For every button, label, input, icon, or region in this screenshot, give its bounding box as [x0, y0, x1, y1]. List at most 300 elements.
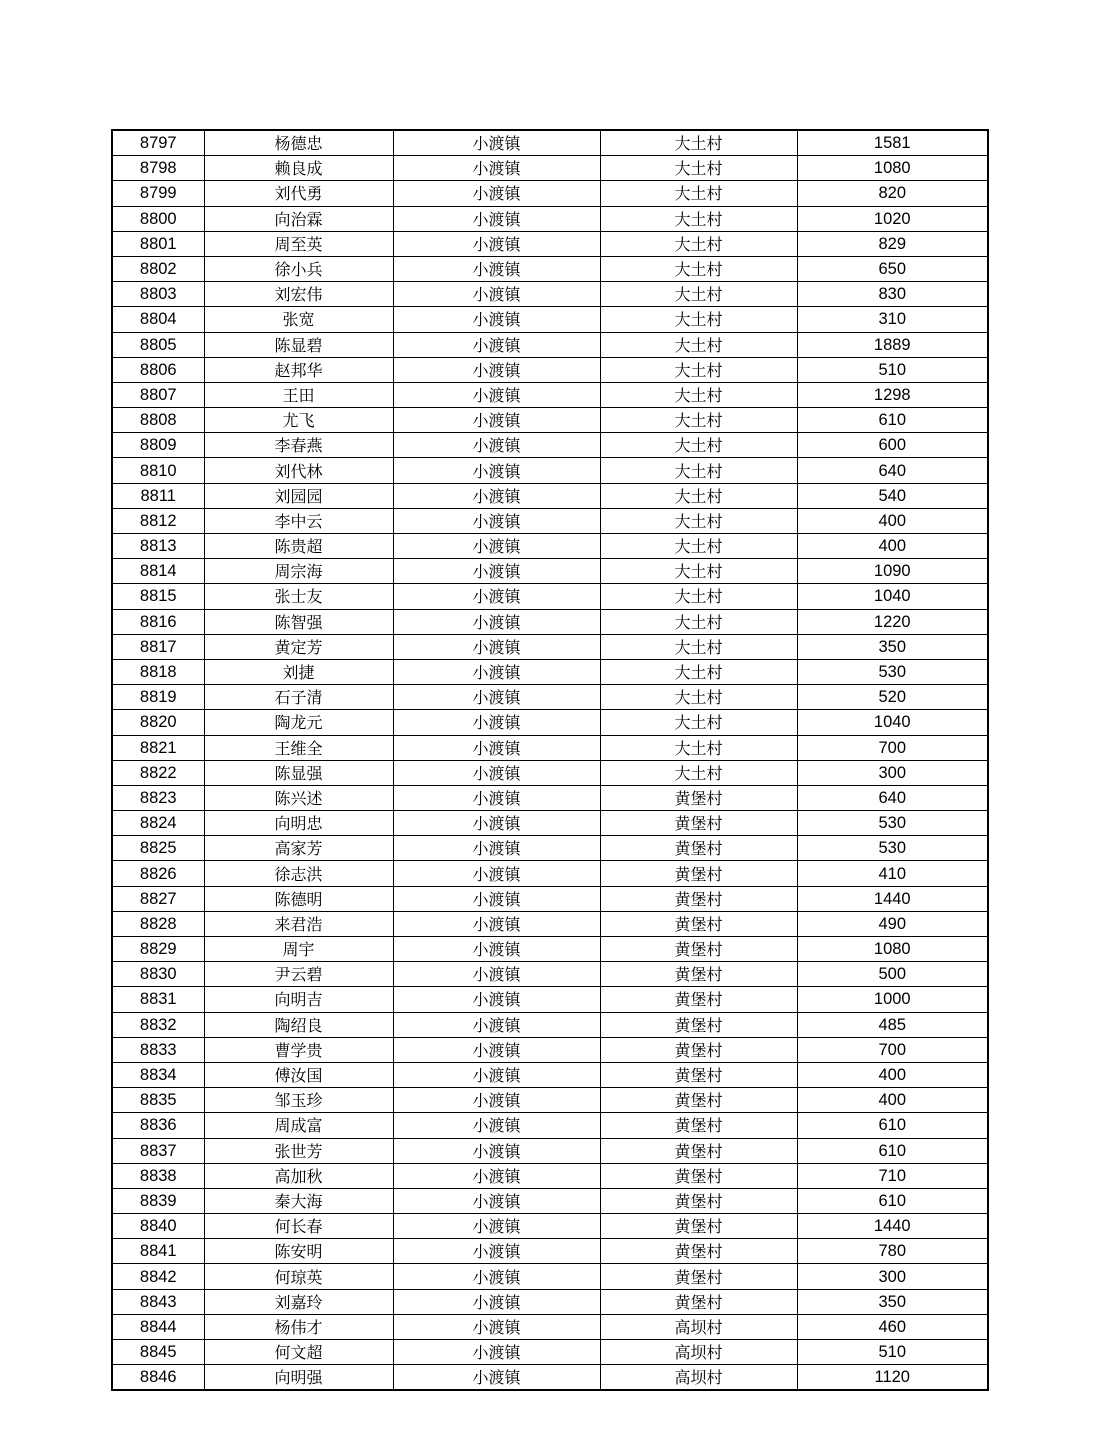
village-cell: 大土村 — [600, 433, 797, 458]
village-cell: 大土村 — [600, 130, 797, 156]
table-row — [112, 130, 988, 156]
serial-number-cell: 8827 — [112, 886, 204, 911]
name-cell: 赵邦华 — [204, 357, 393, 382]
amount-cell: 610 — [797, 1138, 988, 1163]
table-row — [112, 785, 988, 810]
town-cell: 小渡镇 — [393, 1113, 600, 1138]
amount-cell: 700 — [797, 735, 988, 760]
name-cell: 陈智强 — [204, 609, 393, 634]
town-cell: 小渡镇 — [393, 282, 600, 307]
serial-number-cell: 8833 — [112, 1037, 204, 1062]
amount-cell: 300 — [797, 1264, 988, 1289]
name-cell: 王维全 — [204, 735, 393, 760]
table-row — [112, 937, 988, 962]
town-cell: 小渡镇 — [393, 1289, 600, 1314]
serial-number-cell: 8818 — [112, 659, 204, 684]
table-row — [112, 1365, 988, 1391]
amount-cell: 1040 — [797, 710, 988, 735]
village-cell: 黄堡村 — [600, 785, 797, 810]
table-row — [112, 1264, 988, 1289]
serial-number-cell: 8821 — [112, 735, 204, 760]
table-row — [112, 534, 988, 559]
amount-cell: 400 — [797, 534, 988, 559]
serial-number-cell: 8806 — [112, 357, 204, 382]
village-cell: 大土村 — [600, 408, 797, 433]
name-cell: 李春燕 — [204, 433, 393, 458]
village-cell: 黄堡村 — [600, 962, 797, 987]
name-cell: 刘宏伟 — [204, 282, 393, 307]
amount-cell: 1040 — [797, 584, 988, 609]
amount-cell: 610 — [797, 1113, 988, 1138]
amount-cell: 485 — [797, 1012, 988, 1037]
village-cell: 大土村 — [600, 231, 797, 256]
table-row — [112, 609, 988, 634]
amount-cell: 650 — [797, 256, 988, 281]
serial-number-cell: 8800 — [112, 206, 204, 231]
village-cell: 黄堡村 — [600, 937, 797, 962]
table-row — [112, 584, 988, 609]
village-cell: 黄堡村 — [600, 1163, 797, 1188]
table-row — [112, 1188, 988, 1213]
name-cell: 徐小兵 — [204, 256, 393, 281]
amount-cell: 500 — [797, 962, 988, 987]
town-cell: 小渡镇 — [393, 659, 600, 684]
name-cell: 周成富 — [204, 1113, 393, 1138]
town-cell: 小渡镇 — [393, 1037, 600, 1062]
amount-cell: 510 — [797, 357, 988, 382]
amount-cell: 700 — [797, 1037, 988, 1062]
table-row — [112, 1062, 988, 1087]
table-row — [112, 1289, 988, 1314]
town-cell: 小渡镇 — [393, 206, 600, 231]
amount-cell: 1080 — [797, 156, 988, 181]
table-row — [112, 307, 988, 332]
village-cell: 大土村 — [600, 609, 797, 634]
village-cell: 大土村 — [600, 181, 797, 206]
village-cell: 黄堡村 — [600, 1088, 797, 1113]
serial-number-cell: 8843 — [112, 1289, 204, 1314]
name-cell: 高加秋 — [204, 1163, 393, 1188]
village-cell: 黄堡村 — [600, 1214, 797, 1239]
amount-cell: 1090 — [797, 559, 988, 584]
table-row — [112, 659, 988, 684]
town-cell: 小渡镇 — [393, 1163, 600, 1188]
table-row — [112, 508, 988, 533]
amount-cell: 350 — [797, 634, 988, 659]
name-cell: 杨伟才 — [204, 1314, 393, 1339]
name-cell: 刘园园 — [204, 483, 393, 508]
serial-number-cell: 8808 — [112, 408, 204, 433]
name-cell: 张士友 — [204, 584, 393, 609]
town-cell: 小渡镇 — [393, 508, 600, 533]
serial-number-cell: 8825 — [112, 836, 204, 861]
town-cell: 小渡镇 — [393, 130, 600, 156]
serial-number-cell: 8839 — [112, 1188, 204, 1213]
serial-number-cell: 8822 — [112, 760, 204, 785]
name-cell: 向明吉 — [204, 987, 393, 1012]
table-row — [112, 483, 988, 508]
serial-number-cell: 8811 — [112, 483, 204, 508]
village-cell: 黄堡村 — [600, 1188, 797, 1213]
town-cell: 小渡镇 — [393, 1138, 600, 1163]
amount-cell: 820 — [797, 181, 988, 206]
amount-cell: 510 — [797, 1340, 988, 1365]
amount-cell: 610 — [797, 1188, 988, 1213]
serial-number-cell: 8797 — [112, 130, 204, 156]
name-cell: 陶龙元 — [204, 710, 393, 735]
name-cell: 张宽 — [204, 307, 393, 332]
name-cell: 陈贵超 — [204, 534, 393, 559]
village-cell: 大土村 — [600, 332, 797, 357]
amount-cell: 350 — [797, 1289, 988, 1314]
serial-number-cell: 8813 — [112, 534, 204, 559]
serial-number-cell: 8810 — [112, 458, 204, 483]
town-cell: 小渡镇 — [393, 483, 600, 508]
serial-number-cell: 8823 — [112, 785, 204, 810]
village-cell: 大土村 — [600, 559, 797, 584]
table-row — [112, 886, 988, 911]
name-cell: 尤飞 — [204, 408, 393, 433]
name-cell: 何琼英 — [204, 1264, 393, 1289]
serial-number-cell: 8831 — [112, 987, 204, 1012]
table-row — [112, 685, 988, 710]
village-cell: 大土村 — [600, 307, 797, 332]
village-cell: 大土村 — [600, 534, 797, 559]
town-cell: 小渡镇 — [393, 1088, 600, 1113]
serial-number-cell: 8824 — [112, 811, 204, 836]
village-cell: 大土村 — [600, 508, 797, 533]
town-cell: 小渡镇 — [393, 836, 600, 861]
table-row — [112, 811, 988, 836]
serial-number-cell: 8809 — [112, 433, 204, 458]
amount-cell: 300 — [797, 760, 988, 785]
name-cell: 陈兴述 — [204, 785, 393, 810]
town-cell: 小渡镇 — [393, 332, 600, 357]
village-cell: 大土村 — [600, 206, 797, 231]
name-cell: 张世芳 — [204, 1138, 393, 1163]
data-table — [111, 129, 989, 1391]
name-cell: 石子清 — [204, 685, 393, 710]
serial-number-cell: 8799 — [112, 181, 204, 206]
name-cell: 曹学贵 — [204, 1037, 393, 1062]
amount-cell: 540 — [797, 483, 988, 508]
amount-cell: 780 — [797, 1239, 988, 1264]
amount-cell: 1220 — [797, 609, 988, 634]
name-cell: 尹云碧 — [204, 962, 393, 987]
village-cell: 大土村 — [600, 659, 797, 684]
town-cell: 小渡镇 — [393, 1239, 600, 1264]
town-cell: 小渡镇 — [393, 911, 600, 936]
amount-cell: 520 — [797, 685, 988, 710]
serial-number-cell: 8819 — [112, 685, 204, 710]
village-cell: 高坝村 — [600, 1340, 797, 1365]
serial-number-cell: 8814 — [112, 559, 204, 584]
serial-number-cell: 8844 — [112, 1314, 204, 1339]
town-cell: 小渡镇 — [393, 886, 600, 911]
village-cell: 黄堡村 — [600, 1264, 797, 1289]
village-cell: 大土村 — [600, 685, 797, 710]
table-row — [112, 433, 988, 458]
village-cell: 大土村 — [600, 282, 797, 307]
amount-cell: 530 — [797, 836, 988, 861]
village-cell: 黄堡村 — [600, 861, 797, 886]
amount-cell: 600 — [797, 433, 988, 458]
amount-cell: 410 — [797, 861, 988, 886]
serial-number-cell: 8834 — [112, 1062, 204, 1087]
village-cell: 黄堡村 — [600, 987, 797, 1012]
amount-cell: 1889 — [797, 332, 988, 357]
village-cell: 黄堡村 — [600, 1113, 797, 1138]
village-cell: 高坝村 — [600, 1314, 797, 1339]
serial-number-cell: 8804 — [112, 307, 204, 332]
name-cell: 李中云 — [204, 508, 393, 533]
amount-cell: 640 — [797, 458, 988, 483]
town-cell: 小渡镇 — [393, 382, 600, 407]
town-cell: 小渡镇 — [393, 609, 600, 634]
village-cell: 大土村 — [600, 735, 797, 760]
serial-number-cell: 8805 — [112, 332, 204, 357]
serial-number-cell: 8816 — [112, 609, 204, 634]
town-cell: 小渡镇 — [393, 559, 600, 584]
amount-cell: 830 — [797, 282, 988, 307]
amount-cell: 530 — [797, 659, 988, 684]
name-cell: 赖良成 — [204, 156, 393, 181]
table-row — [112, 206, 988, 231]
table-row — [112, 1113, 988, 1138]
table-row — [112, 181, 988, 206]
amount-cell: 1020 — [797, 206, 988, 231]
village-cell: 大土村 — [600, 760, 797, 785]
name-cell: 周宇 — [204, 937, 393, 962]
name-cell: 刘捷 — [204, 659, 393, 684]
serial-number-cell: 8832 — [112, 1012, 204, 1037]
table-row — [112, 861, 988, 886]
serial-number-cell: 8803 — [112, 282, 204, 307]
amount-cell: 710 — [797, 1163, 988, 1188]
village-cell: 大土村 — [600, 584, 797, 609]
name-cell: 陈显强 — [204, 760, 393, 785]
town-cell: 小渡镇 — [393, 1340, 600, 1365]
name-cell: 向治霖 — [204, 206, 393, 231]
amount-cell: 1581 — [797, 130, 988, 156]
table-row — [112, 458, 988, 483]
serial-number-cell: 8840 — [112, 1214, 204, 1239]
serial-number-cell: 8845 — [112, 1340, 204, 1365]
table-row — [112, 962, 988, 987]
table-row — [112, 1340, 988, 1365]
table-body — [112, 130, 988, 1390]
table-row — [112, 408, 988, 433]
town-cell: 小渡镇 — [393, 962, 600, 987]
town-cell: 小渡镇 — [393, 760, 600, 785]
town-cell: 小渡镇 — [393, 1012, 600, 1037]
town-cell: 小渡镇 — [393, 735, 600, 760]
town-cell: 小渡镇 — [393, 231, 600, 256]
name-cell: 何文超 — [204, 1340, 393, 1365]
name-cell: 刘嘉玲 — [204, 1289, 393, 1314]
amount-cell: 1120 — [797, 1365, 988, 1391]
name-cell: 周至英 — [204, 231, 393, 256]
village-cell: 黄堡村 — [600, 1037, 797, 1062]
table-row — [112, 156, 988, 181]
serial-number-cell: 8817 — [112, 634, 204, 659]
name-cell: 刘代林 — [204, 458, 393, 483]
amount-cell: 490 — [797, 911, 988, 936]
serial-number-cell: 8841 — [112, 1239, 204, 1264]
name-cell: 王田 — [204, 382, 393, 407]
serial-number-cell: 8842 — [112, 1264, 204, 1289]
table-row — [112, 559, 988, 584]
name-cell: 徐志洪 — [204, 861, 393, 886]
amount-cell: 610 — [797, 408, 988, 433]
village-cell: 黄堡村 — [600, 1062, 797, 1087]
serial-number-cell: 8826 — [112, 861, 204, 886]
amount-cell: 1080 — [797, 937, 988, 962]
town-cell: 小渡镇 — [393, 1062, 600, 1087]
serial-number-cell: 8820 — [112, 710, 204, 735]
town-cell: 小渡镇 — [393, 156, 600, 181]
amount-cell: 400 — [797, 508, 988, 533]
village-cell: 大土村 — [600, 256, 797, 281]
amount-cell: 1440 — [797, 1214, 988, 1239]
serial-number-cell: 8835 — [112, 1088, 204, 1113]
village-cell: 大土村 — [600, 458, 797, 483]
name-cell: 何长春 — [204, 1214, 393, 1239]
serial-number-cell: 8837 — [112, 1138, 204, 1163]
town-cell: 小渡镇 — [393, 458, 600, 483]
amount-cell: 1000 — [797, 987, 988, 1012]
village-cell: 黄堡村 — [600, 811, 797, 836]
table-row — [112, 634, 988, 659]
name-cell: 邹玉珍 — [204, 1088, 393, 1113]
town-cell: 小渡镇 — [393, 256, 600, 281]
table-row — [112, 735, 988, 760]
town-cell: 小渡镇 — [393, 861, 600, 886]
name-cell: 向明强 — [204, 1365, 393, 1391]
name-cell: 傅汝国 — [204, 1062, 393, 1087]
table-row — [112, 1163, 988, 1188]
town-cell: 小渡镇 — [393, 811, 600, 836]
village-cell: 大土村 — [600, 156, 797, 181]
serial-number-cell: 8846 — [112, 1365, 204, 1391]
town-cell: 小渡镇 — [393, 534, 600, 559]
table-row — [112, 1138, 988, 1163]
table-row — [112, 231, 988, 256]
serial-number-cell: 8836 — [112, 1113, 204, 1138]
town-cell: 小渡镇 — [393, 408, 600, 433]
table-row — [112, 987, 988, 1012]
town-cell: 小渡镇 — [393, 307, 600, 332]
town-cell: 小渡镇 — [393, 181, 600, 206]
name-cell: 来君浩 — [204, 911, 393, 936]
village-cell: 黄堡村 — [600, 1138, 797, 1163]
serial-number-cell: 8830 — [112, 962, 204, 987]
village-cell: 大土村 — [600, 710, 797, 735]
table-row — [112, 1012, 988, 1037]
table-row — [112, 710, 988, 735]
village-cell: 高坝村 — [600, 1365, 797, 1391]
amount-cell: 530 — [797, 811, 988, 836]
village-cell: 大土村 — [600, 382, 797, 407]
table-row — [112, 282, 988, 307]
town-cell: 小渡镇 — [393, 634, 600, 659]
amount-cell: 400 — [797, 1088, 988, 1113]
name-cell: 刘代勇 — [204, 181, 393, 206]
town-cell: 小渡镇 — [393, 584, 600, 609]
amount-cell: 829 — [797, 231, 988, 256]
village-cell: 黄堡村 — [600, 836, 797, 861]
town-cell: 小渡镇 — [393, 357, 600, 382]
name-cell: 陈安明 — [204, 1239, 393, 1264]
town-cell: 小渡镇 — [393, 785, 600, 810]
table-row — [112, 332, 988, 357]
town-cell: 小渡镇 — [393, 1214, 600, 1239]
table-row — [112, 256, 988, 281]
amount-cell: 640 — [797, 785, 988, 810]
name-cell: 陶绍良 — [204, 1012, 393, 1037]
table-row — [112, 382, 988, 407]
town-cell: 小渡镇 — [393, 433, 600, 458]
amount-cell: 460 — [797, 1314, 988, 1339]
serial-number-cell: 8807 — [112, 382, 204, 407]
table-row — [112, 760, 988, 785]
amount-cell: 1298 — [797, 382, 988, 407]
town-cell: 小渡镇 — [393, 1188, 600, 1213]
serial-number-cell: 8802 — [112, 256, 204, 281]
town-cell: 小渡镇 — [393, 1314, 600, 1339]
name-cell: 陈显碧 — [204, 332, 393, 357]
serial-number-cell: 8838 — [112, 1163, 204, 1188]
amount-cell: 400 — [797, 1062, 988, 1087]
village-cell: 黄堡村 — [600, 1012, 797, 1037]
name-cell: 高家芳 — [204, 836, 393, 861]
village-cell: 黄堡村 — [600, 911, 797, 936]
village-cell: 大土村 — [600, 357, 797, 382]
name-cell: 向明忠 — [204, 811, 393, 836]
village-cell: 大土村 — [600, 483, 797, 508]
village-cell: 大土村 — [600, 634, 797, 659]
name-cell: 杨德忠 — [204, 130, 393, 156]
table-row — [112, 1239, 988, 1264]
serial-number-cell: 8829 — [112, 937, 204, 962]
amount-cell: 1440 — [797, 886, 988, 911]
table-row — [112, 1037, 988, 1062]
village-cell: 黄堡村 — [600, 886, 797, 911]
name-cell: 陈德明 — [204, 886, 393, 911]
serial-number-cell: 8801 — [112, 231, 204, 256]
serial-number-cell: 8815 — [112, 584, 204, 609]
town-cell: 小渡镇 — [393, 710, 600, 735]
village-cell: 黄堡村 — [600, 1289, 797, 1314]
village-cell: 黄堡村 — [600, 1239, 797, 1264]
table-row — [112, 357, 988, 382]
town-cell: 小渡镇 — [393, 1264, 600, 1289]
table-row — [112, 1088, 988, 1113]
town-cell: 小渡镇 — [393, 987, 600, 1012]
table-row — [112, 1214, 988, 1239]
serial-number-cell: 8828 — [112, 911, 204, 936]
name-cell: 黄定芳 — [204, 634, 393, 659]
name-cell: 秦大海 — [204, 1188, 393, 1213]
table-row — [112, 836, 988, 861]
name-cell: 周宗海 — [204, 559, 393, 584]
serial-number-cell: 8798 — [112, 156, 204, 181]
town-cell: 小渡镇 — [393, 685, 600, 710]
table-row — [112, 1314, 988, 1339]
table-row — [112, 911, 988, 936]
serial-number-cell: 8812 — [112, 508, 204, 533]
town-cell: 小渡镇 — [393, 1365, 600, 1391]
